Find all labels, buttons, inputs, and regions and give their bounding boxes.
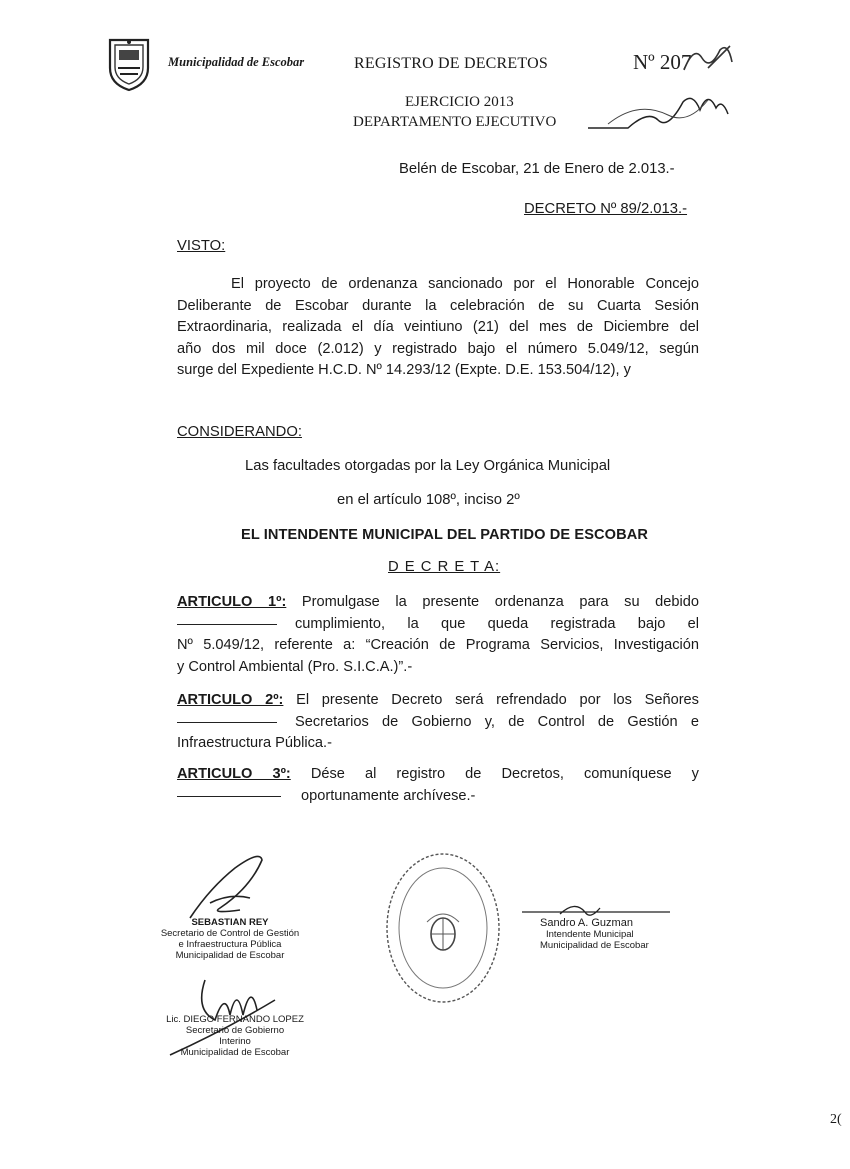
article-text: Secretarios de Gobierno y, de Control de Gestión e <box>295 713 699 730</box>
article-1 <box>177 592 699 678</box>
visto-line: año dos mil doce (2.012) y registrado bajo el número 5.049/12, según <box>177 340 699 357</box>
considerando-line: en el artículo 108º, inciso 2º <box>337 492 520 508</box>
municipality-name: Municipalidad de Escobar <box>168 55 305 69</box>
decreta-heading: D E C R E T A: <box>388 559 501 575</box>
visto-line: surge del Expediente H.C.D. Nº 14.293/12 (Expte. D.E. 153.504/12), y <box>177 362 631 379</box>
article-text: cumplimiento, la que queda registrada bajo el <box>295 615 699 632</box>
rey-signature-block <box>150 917 310 961</box>
page-number: 2( <box>830 1112 842 1127</box>
article-3 <box>177 764 699 807</box>
article-label: ARTICULO 3º: <box>177 766 291 782</box>
header-signature <box>588 80 738 140</box>
department: DEPARTAMENTO EJECUTIVO <box>353 114 557 130</box>
signer-title: Secretario de Gobierno <box>185 1025 285 1036</box>
visto-line: El proyecto de ordenanza sancionado por el Honorable Concejo <box>231 276 699 292</box>
signer-name: SEBASTIAN REY <box>191 917 269 928</box>
lopez-signature-block <box>165 1014 305 1058</box>
article-text: Promulgase la presente ordenanza para su debido <box>301 594 699 610</box>
article-rule <box>177 623 277 625</box>
municipal-seal <box>383 850 503 1010</box>
register-title: REGISTRO DE DECRETOS <box>354 55 548 72</box>
article-text: Infraestructura Pública.- <box>177 735 332 752</box>
signer-title: Secretario de Control de Gestión <box>160 928 300 939</box>
signer-title: Intendente Municipal <box>546 929 634 940</box>
decree-title: DECRETO Nº 89/2.013.- <box>524 201 688 217</box>
considerando-line: Las facultades otorgadas por la Ley Orgánica Municipal <box>245 458 611 474</box>
visto-heading: VISTO: <box>177 238 226 254</box>
article-text: y Control Ambiental (Pro. S.I.C.A.)”.- <box>177 658 413 675</box>
signer-org: Municipalidad de Escobar <box>540 940 649 951</box>
signer-name: Lic. DIEGO FERNANDO LOPEZ <box>166 1014 304 1025</box>
visto-paragraph <box>177 274 699 382</box>
date-line: Belén de Escobar, 21 de Enero de 2.013.- <box>399 161 675 177</box>
article-text: Dése al registro de Decretos, comuníquese y <box>310 766 699 782</box>
article-text: Nº 5.049/12, referente a: “Creación de Programa Servicios, Investigación <box>177 637 699 654</box>
guzman-signature-block <box>540 918 660 951</box>
municipal-logo <box>104 34 154 92</box>
decree-number-stamp: Nº 207 <box>633 50 692 74</box>
article-label: ARTICULO 1º: <box>177 594 287 610</box>
rey-signature <box>180 848 290 928</box>
signer-title: Interino <box>219 1036 251 1047</box>
exercise-year: EJERCICIO 2013 <box>405 94 514 110</box>
signer-title: e Infraestructura Pública <box>178 939 282 950</box>
intendente-line: EL INTENDENTE MUNICIPAL DEL PARTIDO DE ESCOBAR <box>241 527 649 543</box>
considerando-heading: CONSIDERANDO: <box>177 424 302 440</box>
signer-name: Sandro A. Guzman <box>540 917 633 929</box>
article-2 <box>177 690 699 755</box>
visto-line: Extraordinaria, realizada el día veintiuno (21) del mes de Diciembre del <box>177 319 699 336</box>
article-text: oportunamente archívese.- <box>301 787 476 804</box>
article-label: ARTICULO 2º: <box>177 692 284 708</box>
signer-org: Municipalidad de Escobar <box>175 950 285 961</box>
article-text: El presente Decreto será refrendado por los Señores <box>296 692 699 708</box>
handwritten-stamp-mark <box>680 40 740 80</box>
article-rule <box>177 795 281 797</box>
article-rule <box>177 721 277 723</box>
visto-line: Deliberante de Escobar durante la celebración de su Cuarta Sesión <box>177 297 699 314</box>
signer-org: Municipalidad de Escobar <box>180 1047 290 1058</box>
